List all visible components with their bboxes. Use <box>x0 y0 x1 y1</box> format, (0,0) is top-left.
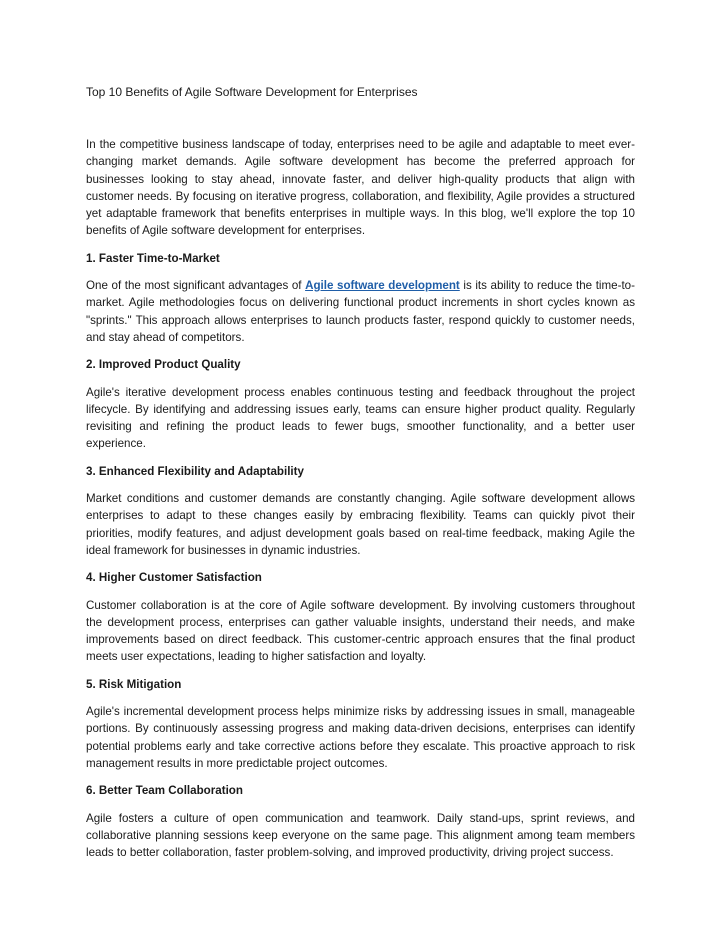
section-heading-2: 2. Improved Product Quality <box>86 358 241 372</box>
section-heading-6: 6. Better Team Collaboration <box>86 784 243 798</box>
document-title: Top 10 Benefits of Agile Software Development for Enterprises <box>86 85 418 99</box>
document-body <box>86 136 635 871</box>
intro-paragraph: In the competitive business landscape of today, enterprises need to be agile and adaptable to meet ever-changing market demands. Agile software development has become the preferred approach for businesses looking to stay ahead, innovate faster, and deliver high-quality products that align with customer needs. By focusing on iterative progress, collaboration, and flexibility, Agile provides a structured yet adaptable framework that benefits enterprises in multiple ways. In this blog, we'll explore the top 10 benefits of Agile software development for enterprises. <box>86 138 635 238</box>
section-paragraph-5: Agile's incremental development process helps minimize risks by addressing issues in small, manageable portions. By continuously assessing progress and making data-driven decisions, enterprises can identify potential problems early and take corrective actions before they escalate. This proactive approach to risk management results in more predictable project outcomes. <box>86 705 635 770</box>
section-heading-1: 1. Faster Time-to-Market <box>86 251 220 265</box>
section-heading-5: 5. Risk Mitigation <box>86 677 182 691</box>
section-1-text-before-link: One of the most significant advantages of <box>86 279 306 293</box>
section-paragraph-2: Agile's iterative development process enables continuous testing and feedback throughout the project lifecycle. By identifying and addressing issues early, teams can ensure higher product quality. Regularly revisiting and refining the product leads to fewer bugs, smoother functionality, and a better user experience. <box>86 385 635 451</box>
section-heading-4: 4. Higher Customer Satisfaction <box>86 571 262 585</box>
section-heading-3: 3. Enhanced Flexibility and Adaptability <box>86 464 304 478</box>
section-paragraph-3: Market conditions and customer demands are constantly changing. Agile software development allows enterprises to adapt to these changes easily by embracing flexibility. Teams can quickly pivot their priorities, modify features, and adjust development goals based on real-time feedback, making Agile the ideal framework for businesses in dynamic industries. <box>86 492 635 557</box>
section-1-text-after-link: is its ability to reduce the time-to-market. Agile methodologies focus on delivering functional product increments in short cycles known as "sprints." This approach allows enterprises to launch products faster, respond quickly to customer needs, and stay ahead of competitors. <box>86 279 635 344</box>
section-paragraph-4: Customer collaboration is at the core of Agile software development. By involving customers throughout the development process, enterprises can gather valuable insights, understand their needs, and make improvements based on direct feedback. This customer-centric approach ensures that the final product meets user expectations, leading to higher satisfaction and loyalty. <box>86 598 635 664</box>
agile-software-development-link[interactable]: Agile software development <box>305 279 460 293</box>
section-paragraph-6: Agile fosters a culture of open communication and teamwork. Daily stand-ups, sprint reviews, and collaborative planning sessions keep everyone on the same page. This alignment among team members leads to better collaboration, faster problem-solving, and improved productivity, driving project success. <box>86 811 635 860</box>
section-paragraph-1 <box>86 277 635 346</box>
